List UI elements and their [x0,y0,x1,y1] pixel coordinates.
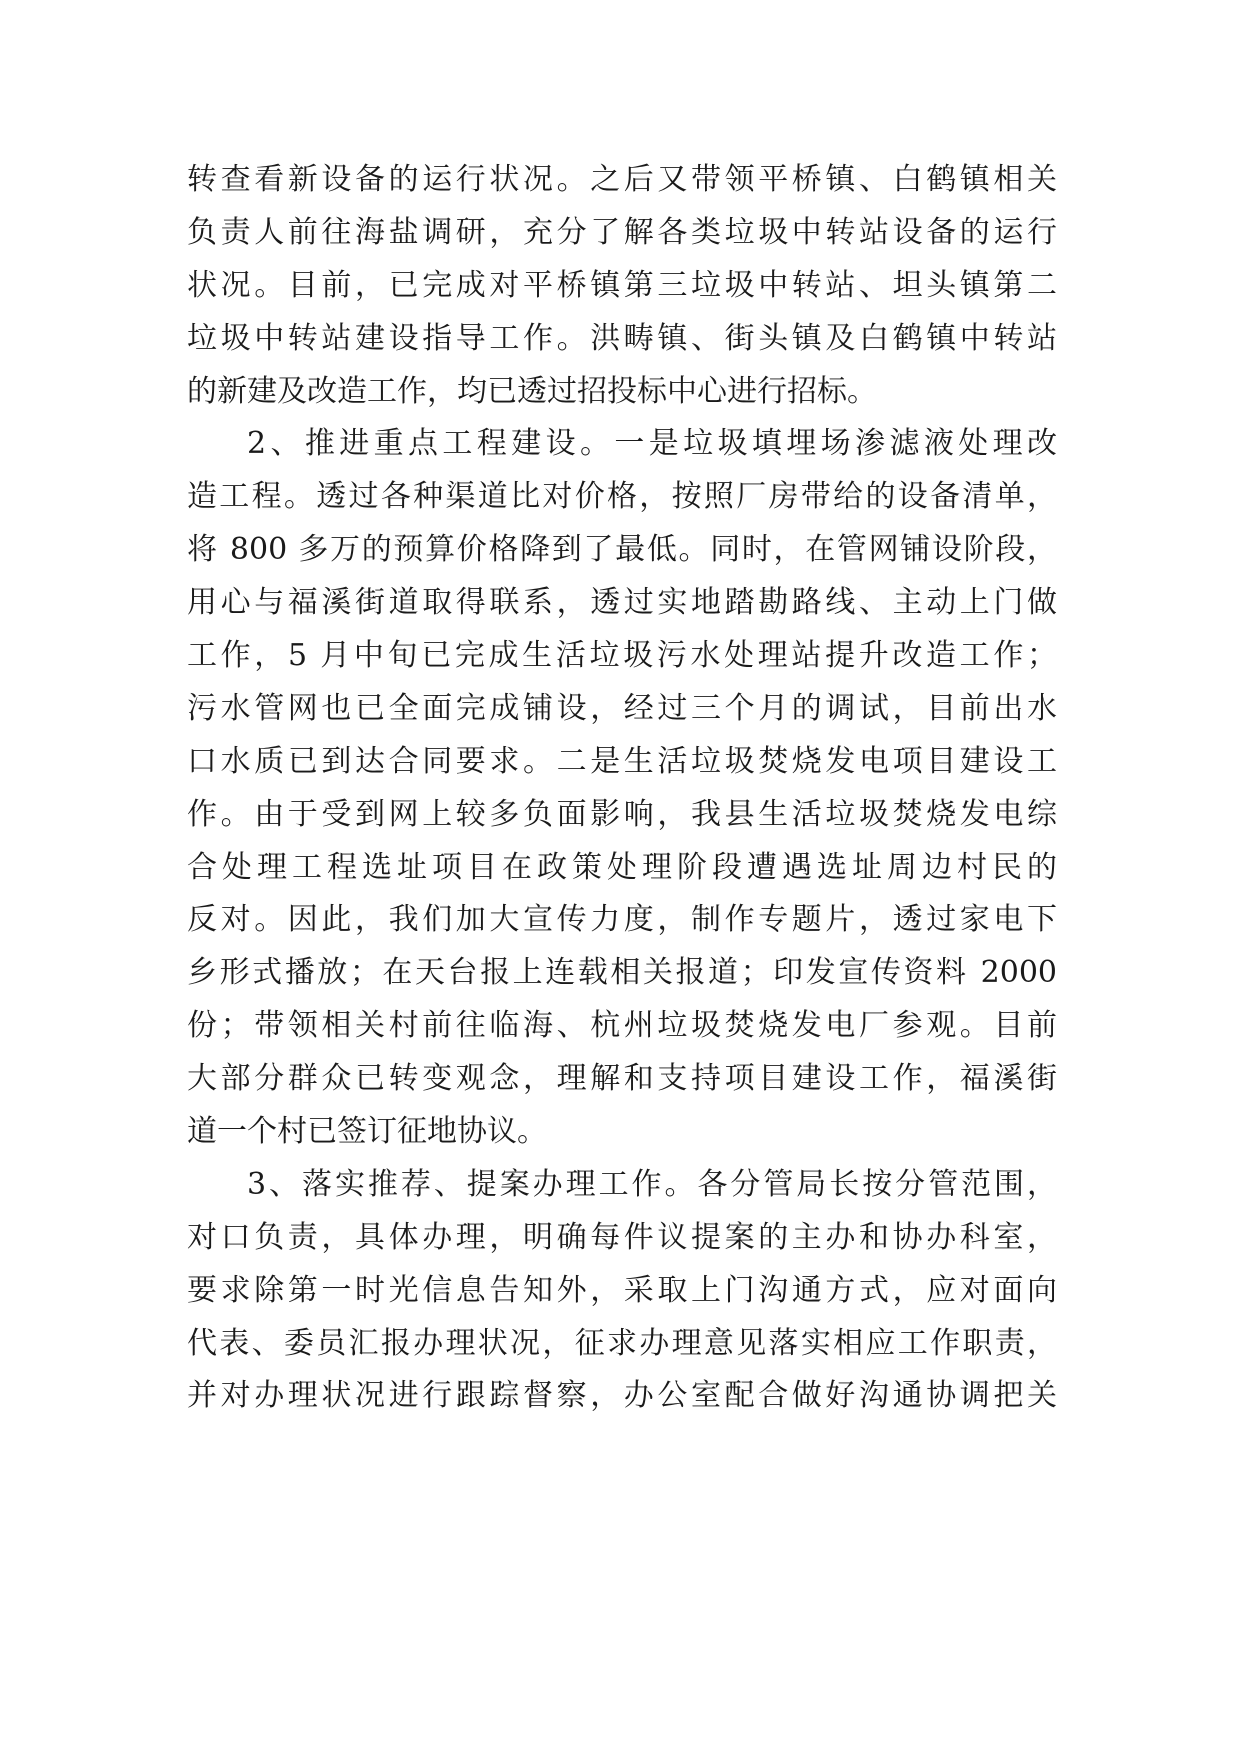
text-line: 造工程。透过各种渠道比对价格，按照厂房带给的设备清单， [187,479,1057,515]
text-line: 代表、委员汇报办理状况，征求办理意见落实相应工作职责， [187,1325,1057,1361]
text-line: 对口负责，具体办理，明确每件议提案的主办和协办科室， [187,1219,1057,1255]
text-line: 负责人前往海盐调研，充分了解各类垃圾中转站设备的运行 [187,214,1057,250]
text-line: 工作，5 月中旬已完成生活垃圾污水处理站提升改造工作； [187,638,1057,674]
text-line: 大部分群众已转变观念，理解和支持项目建设工作，福溪街 [187,1061,1057,1097]
text-line: 乡形式播放；在天台报上连载相关报道；印发宣传资料 2000 [187,955,1057,991]
text-line: 污水管网也已全面完成铺设，经过三个月的调试，目前出水 [187,690,1057,726]
text-line: 作。由于受到网上较多负面影响，我县生活垃圾焚烧发电综 [187,796,1057,832]
text-line: 道一个村已签订征地协议。 [187,1114,547,1150]
text-line: 转查看新设备的运行状况。之后又带领平桥镇、白鹤镇相关 [187,162,1057,197]
text-line: 份；带领相关村前往临海、杭州垃圾焚烧发电厂参观。目前 [187,1008,1057,1044]
text-line: 2、推进重点工程建设。一是垃圾填埋场渗滤液处理改 [247,426,1057,462]
text-line: 口水质已到达合同要求。二是生活垃圾焚烧发电项目建设工 [187,743,1057,779]
text-line: 状况。目前，已完成对平桥镇第三垃圾中转站、坦头镇第二 [187,267,1057,303]
text-line: 并对办理状况进行跟踪督察，办公室配合做好沟通协调把关 [187,1378,1057,1414]
text-line: 的新建及改造工作，均已透过招投标中心进行招标。 [187,373,877,409]
text-line: 将 800 多万的预算价格降到了最低。同时，在管网铺设阶段， [187,532,1057,568]
document-body [187,154,1057,1423]
text-line: 要求除第一时光信息告知外，采取上门沟通方式，应对面向 [187,1272,1057,1308]
text-line: 垃圾中转站建设指导工作。洪畴镇、街头镇及白鹤镇中转站 [187,320,1057,356]
text-line: 用心与福溪街道取得联系，透过实地踏勘路线、主动上门做 [187,585,1057,621]
text-line: 合处理工程选址项目在政策处理阶段遭遇选址周边村民的 [187,849,1057,885]
text-line: 反对。因此，我们加大宣传力度，制作专题片，透过家电下 [187,902,1057,938]
text-line: 3、落实推荐、提案办理工作。各分管局长按分管范围， [247,1166,1057,1202]
